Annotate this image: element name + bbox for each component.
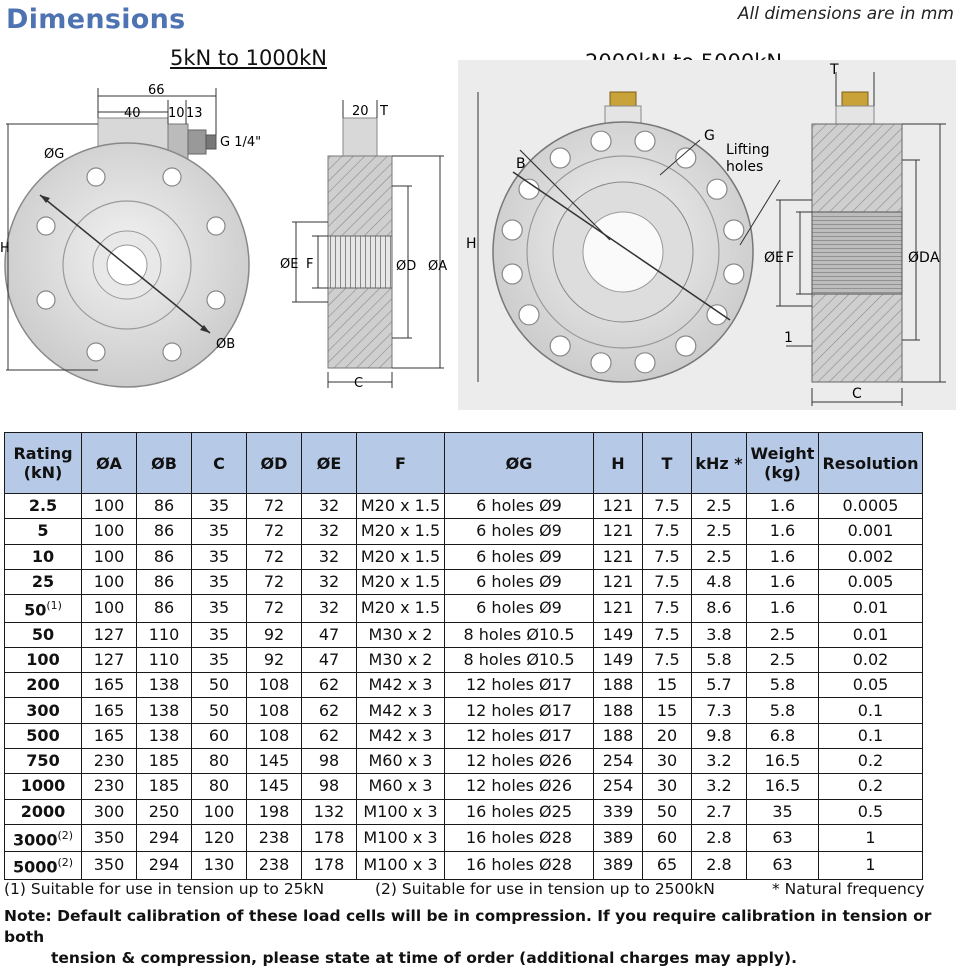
table-cell: 50 (192, 673, 247, 698)
table-cell: 100 (82, 595, 137, 622)
rating-value: 5000 (12, 857, 58, 877)
h-label: H (0, 241, 10, 256)
dimension-drawings (0, 44, 960, 424)
table-cell: 7.5 (643, 569, 692, 594)
column-header: ØE (302, 433, 357, 494)
table-cell: 2.5 (747, 622, 819, 647)
rating-cell (5, 749, 82, 774)
table-cell: 0.1 (819, 723, 923, 748)
oa-label: ØA (428, 259, 448, 274)
column-header: Rating (kN) (5, 433, 82, 494)
table-cell: 100 (82, 544, 137, 569)
table-cell: 2.8 (692, 824, 747, 851)
table-cell: 0.005 (819, 569, 923, 594)
table-cell: 178 (302, 852, 357, 879)
rating-cell (5, 569, 82, 594)
table-cell: 1.6 (747, 519, 819, 544)
table-cell: 6 holes Ø9 (445, 595, 594, 622)
table-cell: 2.5 (692, 519, 747, 544)
table-cell: 1.6 (747, 595, 819, 622)
table-row (5, 824, 923, 851)
table-cell: 130 (192, 852, 247, 879)
table-cell: 100 (82, 569, 137, 594)
rating-cell (5, 799, 82, 824)
table-cell: 30 (643, 749, 692, 774)
table-cell: 300 (82, 799, 137, 824)
table-cell: 0.05 (819, 673, 923, 698)
table-cell: 98 (302, 749, 357, 774)
table-cell: 254 (594, 749, 643, 774)
table-cell: 2.7 (692, 799, 747, 824)
table-cell: 121 (594, 494, 643, 519)
bolt-hole (591, 353, 611, 373)
table-cell: M20 x 1.5 (357, 494, 445, 519)
table-cell: 32 (302, 595, 357, 622)
r-oe-label: ØE (764, 250, 784, 266)
rating-value: 50 (24, 600, 47, 620)
table-cell: 16 holes Ø25 (445, 799, 594, 824)
table-cell: 389 (594, 824, 643, 851)
rating-value: 750 (26, 751, 60, 771)
table-cell: 100 (192, 799, 247, 824)
table-cell: 0.01 (819, 595, 923, 622)
r-h-label: H (466, 236, 477, 252)
column-header: F (357, 433, 445, 494)
table-cell: 16.5 (747, 774, 819, 799)
table-cell: 86 (137, 494, 192, 519)
table-cell: M20 x 1.5 (357, 519, 445, 544)
table-row (5, 723, 923, 748)
table-cell: 178 (302, 824, 357, 851)
footnote-2: (2) Suitable for use in tension up to 2500kN (375, 880, 715, 898)
table-cell: 7.5 (643, 544, 692, 569)
table-row (5, 749, 923, 774)
rating-value: 200 (26, 675, 60, 695)
column-header: H (594, 433, 643, 494)
table-row (5, 774, 923, 799)
table-cell: 185 (137, 749, 192, 774)
table-cell: 72 (247, 519, 302, 544)
table-cell: 110 (137, 622, 192, 647)
rating-cell (5, 595, 82, 622)
r-f-label: F (786, 250, 795, 266)
table-cell: M20 x 1.5 (357, 569, 445, 594)
table-cell: 121 (594, 595, 643, 622)
page-title: Dimensions (6, 4, 186, 35)
r-b-label: B (516, 156, 526, 172)
table-cell: 0.5 (819, 799, 923, 824)
f-label: F (306, 257, 314, 272)
units-note: All dimensions are in mm (737, 4, 954, 24)
table-cell: 121 (594, 569, 643, 594)
table-cell: 80 (192, 749, 247, 774)
bolt-hole (707, 179, 727, 199)
dim-66: 66 (148, 83, 165, 98)
rating-footnote-marker: (2) (57, 856, 74, 870)
table-cell: 350 (82, 852, 137, 879)
rating-cell (5, 647, 82, 672)
table-cell: 3.2 (692, 749, 747, 774)
table-row (5, 799, 923, 824)
table-cell: 32 (302, 519, 357, 544)
note-line-1: Note: Default calibration of these load cells will be in compression. If you require calibration in tension or both (4, 907, 932, 946)
table-cell: 35 (192, 647, 247, 672)
table-cell: 5.7 (692, 673, 747, 698)
table-cell: 15 (643, 673, 692, 698)
rating-cell (5, 622, 82, 647)
table-cell: 145 (247, 749, 302, 774)
table-cell: 86 (137, 519, 192, 544)
table-cell: 121 (594, 519, 643, 544)
table-cell: M20 x 1.5 (357, 544, 445, 569)
table-cell: M30 x 2 (357, 622, 445, 647)
table-row (5, 519, 923, 544)
table-cell: 98 (302, 774, 357, 799)
table-cell: 120 (192, 824, 247, 851)
table-cell: 35 (192, 622, 247, 647)
bolt-hole (724, 264, 744, 284)
table-cell: 165 (82, 698, 137, 723)
table-cell: 35 (192, 595, 247, 622)
table-cell: 149 (594, 647, 643, 672)
table-cell: 35 (192, 544, 247, 569)
table-cell: 0.2 (819, 774, 923, 799)
table-cell: 5.8 (747, 673, 819, 698)
rating-cell (5, 824, 82, 851)
table-cell: 127 (82, 647, 137, 672)
table-row (5, 494, 923, 519)
table-cell: 16 holes Ø28 (445, 852, 594, 879)
table-cell: 238 (247, 852, 302, 879)
table-cell: 20 (643, 723, 692, 748)
bolt-hole (635, 131, 655, 151)
table-cell: 127 (82, 622, 137, 647)
table-cell: 108 (247, 723, 302, 748)
footnote-1: (1) Suitable for use in tension up to 25kN (4, 880, 325, 898)
table-cell: 47 (302, 622, 357, 647)
table-cell: M42 x 3 (357, 698, 445, 723)
lifting-label: Lifting (726, 142, 770, 158)
bolt-hole (635, 353, 655, 373)
og-label: ØG (44, 147, 65, 162)
dim-10: 10 (168, 106, 185, 121)
table-cell: 7.5 (643, 595, 692, 622)
table-cell: M100 x 3 (357, 799, 445, 824)
table-cell: M42 x 3 (357, 673, 445, 698)
rating-value: 100 (26, 649, 60, 669)
table-cell: 63 (747, 824, 819, 851)
table-cell: 47 (302, 647, 357, 672)
table-cell: M60 x 3 (357, 774, 445, 799)
table-cell: 12 holes Ø17 (445, 698, 594, 723)
bolt-hole (676, 336, 696, 356)
rating-footnote-marker: (2) (57, 828, 74, 842)
bolt-hole (724, 220, 744, 240)
rating-value: 2.5 (28, 496, 58, 516)
note-line-2: tension & compression, please state at time of order (additional charges may apply). (51, 949, 798, 967)
table-cell: 149 (594, 622, 643, 647)
rating-value: 300 (26, 700, 60, 720)
bolt-hole (707, 305, 727, 325)
column-header: T (643, 433, 692, 494)
table-cell: 35 (747, 799, 819, 824)
od-label: ØD (396, 259, 417, 274)
table-cell: 60 (643, 824, 692, 851)
table-cell: 294 (137, 824, 192, 851)
table-cell: 1.6 (747, 544, 819, 569)
rating-cell (5, 774, 82, 799)
r-od-label: ØD (908, 250, 930, 266)
table-cell: M20 x 1.5 (357, 595, 445, 622)
table-cell: 294 (137, 852, 192, 879)
table-cell: 72 (247, 544, 302, 569)
table-cell: 7.5 (643, 647, 692, 672)
table-cell: 80 (192, 774, 247, 799)
dim-40: 40 (124, 106, 141, 121)
table-cell: 0.1 (819, 698, 923, 723)
table-cell: 188 (594, 673, 643, 698)
column-header: kHz * (692, 433, 747, 494)
table-cell: 35 (192, 569, 247, 594)
table-cell: 3.8 (692, 622, 747, 647)
table-cell: 0.001 (819, 519, 923, 544)
table-cell: 50 (643, 799, 692, 824)
table-cell: 72 (247, 595, 302, 622)
table-row (5, 673, 923, 698)
rating-value: 3000 (12, 830, 58, 850)
table-cell: 35 (192, 494, 247, 519)
table-cell: 0.2 (819, 749, 923, 774)
table-cell: 6.8 (747, 723, 819, 748)
table-cell: 92 (247, 622, 302, 647)
table-cell: 138 (137, 698, 192, 723)
table-cell: 145 (247, 774, 302, 799)
table-cell: 9.8 (692, 723, 747, 748)
bolt-hole (502, 264, 522, 284)
bolt-hole (550, 336, 570, 356)
table-cell: 100 (82, 494, 137, 519)
rating-cell (5, 519, 82, 544)
rating-value: 25 (31, 572, 55, 592)
oe-label: ØE (280, 257, 299, 272)
table-cell: 6 holes Ø9 (445, 494, 594, 519)
table-header-row (5, 433, 923, 494)
table-cell: 12 holes Ø26 (445, 749, 594, 774)
table-cell: 12 holes Ø17 (445, 723, 594, 748)
left-subtitle: 5kN to 1000kN (170, 46, 327, 70)
column-header: ØB (137, 433, 192, 494)
rating-cell (5, 852, 82, 879)
table-cell: 86 (137, 595, 192, 622)
bolt-hole (519, 305, 539, 325)
table-cell: M30 x 2 (357, 647, 445, 672)
table-cell: 198 (247, 799, 302, 824)
table-cell: 0.0005 (819, 494, 923, 519)
table-cell: 2.5 (747, 647, 819, 672)
r-a-label: A (930, 250, 940, 266)
table-cell: 5.8 (692, 647, 747, 672)
table-cell: 1 (819, 824, 923, 851)
dim-20: 20 (352, 104, 369, 119)
table-cell: 6 holes Ø9 (445, 519, 594, 544)
table-row (5, 852, 923, 879)
left-side-section (280, 100, 447, 391)
rating-value: 10 (31, 546, 55, 566)
table-cell: 12 holes Ø26 (445, 774, 594, 799)
table-cell: 108 (247, 673, 302, 698)
table-cell: 389 (594, 852, 643, 879)
r-c-label: C (852, 386, 862, 402)
table-cell: 108 (247, 698, 302, 723)
rating-cell (5, 673, 82, 698)
footnote-3: * Natural frequency (772, 880, 925, 898)
table-row (5, 698, 923, 723)
table-cell: 350 (82, 824, 137, 851)
calibration-note (4, 906, 956, 969)
table-cell: 7.3 (692, 698, 747, 723)
ob-label: ØB (216, 337, 236, 352)
table-cell: M60 x 3 (357, 749, 445, 774)
table-cell: M100 x 3 (357, 824, 445, 851)
table-cell: 16.5 (747, 749, 819, 774)
bolt-hole (550, 148, 570, 168)
table-cell: 86 (137, 569, 192, 594)
table-row (5, 622, 923, 647)
table-cell: 7.5 (643, 622, 692, 647)
column-header: ØG (445, 433, 594, 494)
table-cell: 110 (137, 647, 192, 672)
holes-label: holes (726, 159, 764, 175)
column-header: Weight (kg) (747, 433, 819, 494)
table-cell: 4.8 (692, 569, 747, 594)
table-cell: 62 (302, 673, 357, 698)
column-header: Resolution (819, 433, 923, 494)
table-cell: 8.6 (692, 595, 747, 622)
table-cell: 185 (137, 774, 192, 799)
table-cell: 8 holes Ø10.5 (445, 647, 594, 672)
table-cell: 32 (302, 494, 357, 519)
table-cell: 62 (302, 723, 357, 748)
c-label: C (354, 376, 364, 391)
table-cell: 188 (594, 698, 643, 723)
rating-cell (5, 698, 82, 723)
r-g-label: G (704, 128, 715, 144)
table-cell: 2.8 (692, 852, 747, 879)
table-cell: M100 x 3 (357, 852, 445, 879)
table-cell: 63 (747, 852, 819, 879)
rating-footnote-marker: (1) (46, 599, 62, 613)
dim-13: 13 (186, 106, 203, 121)
table-cell: 165 (82, 673, 137, 698)
rating-value: 500 (26, 725, 60, 745)
table-row (5, 569, 923, 594)
rating-value: 5 (37, 521, 49, 541)
spec-table (4, 432, 923, 880)
table-cell: 138 (137, 673, 192, 698)
table-cell: 0.01 (819, 622, 923, 647)
table-cell: 6 holes Ø9 (445, 544, 594, 569)
table-cell: 16 holes Ø28 (445, 824, 594, 851)
table-cell: 7.5 (643, 519, 692, 544)
table-cell: 138 (137, 723, 192, 748)
table-cell: 30 (643, 774, 692, 799)
column-header: ØD (247, 433, 302, 494)
table-cell: 2.5 (692, 494, 747, 519)
table-cell: 92 (247, 647, 302, 672)
table-cell: 7.5 (643, 494, 692, 519)
rating-value: 1000 (20, 776, 66, 796)
table-cell: 72 (247, 569, 302, 594)
table-cell: 121 (594, 544, 643, 569)
table-cell: 1 (819, 852, 923, 879)
table-cell: 50 (192, 698, 247, 723)
table-row (5, 647, 923, 672)
table-cell: 62 (302, 698, 357, 723)
table-cell: 132 (302, 799, 357, 824)
table-cell: 1.6 (747, 494, 819, 519)
rating-cell (5, 544, 82, 569)
rating-cell (5, 494, 82, 519)
thread-g-label: G 1/4" (220, 135, 262, 150)
table-cell: 0.002 (819, 544, 923, 569)
table-cell: 15 (643, 698, 692, 723)
table-cell: 254 (594, 774, 643, 799)
table-cell: 2.5 (692, 544, 747, 569)
table-cell: 3.2 (692, 774, 747, 799)
table-cell: 65 (643, 852, 692, 879)
table-row (5, 595, 923, 622)
table-cell: 86 (137, 544, 192, 569)
table-cell: 188 (594, 723, 643, 748)
r-t-label: T (830, 62, 839, 78)
r-1-label: 1 (784, 330, 793, 346)
table-cell: 6 holes Ø9 (445, 569, 594, 594)
column-header: C (192, 433, 247, 494)
table-cell: 1.6 (747, 569, 819, 594)
rating-value: 50 (31, 624, 55, 644)
rating-cell (5, 723, 82, 748)
table-cell: 32 (302, 569, 357, 594)
bolt-hole (502, 220, 522, 240)
table-cell: 250 (137, 799, 192, 824)
t-label: T (380, 104, 388, 119)
column-header: ØA (82, 433, 137, 494)
table-cell: 35 (192, 519, 247, 544)
table-row (5, 544, 923, 569)
left-front-view (0, 83, 261, 387)
rating-value: 2000 (20, 801, 66, 821)
table-cell: 100 (82, 519, 137, 544)
table-cell: 32 (302, 544, 357, 569)
table-cell: 339 (594, 799, 643, 824)
table-cell: M42 x 3 (357, 723, 445, 748)
table-cell: 72 (247, 494, 302, 519)
table-cell: 230 (82, 774, 137, 799)
table-cell: 230 (82, 749, 137, 774)
table-cell: 60 (192, 723, 247, 748)
table-cell: 238 (247, 824, 302, 851)
table-cell: 165 (82, 723, 137, 748)
table-cell: 5.8 (747, 698, 819, 723)
table-cell: 0.02 (819, 647, 923, 672)
table-cell: 12 holes Ø17 (445, 673, 594, 698)
table-cell: 8 holes Ø10.5 (445, 622, 594, 647)
bolt-hole (591, 131, 611, 151)
